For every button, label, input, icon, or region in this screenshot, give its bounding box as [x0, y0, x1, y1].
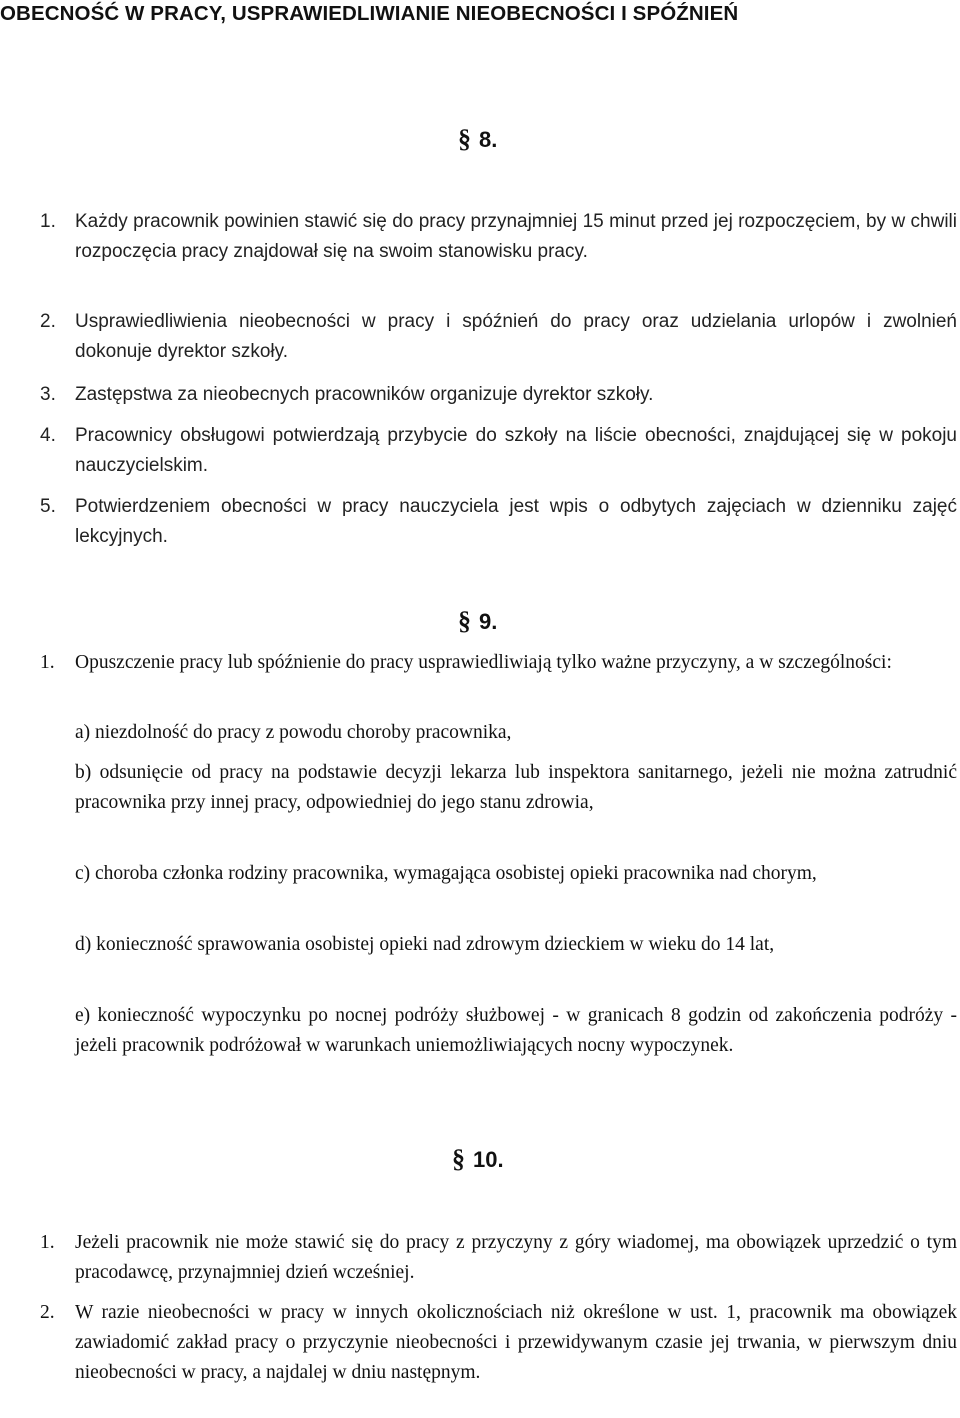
item-text: Jeżeli pracownik nie może stawić się do pracy z przyczyny z góry wiadomej, ma obowiązek uprzedzić o tym pracodawcę, przynajmniej dzień wcześniej.: [75, 1232, 957, 1283]
sub-item-c: c) choroba członka rodziny pracownika, wymagająca osobistej opieki pracownika nad chorym,: [75, 863, 817, 884]
section-heading-9: [458, 606, 497, 636]
section-symbol: §: [452, 1144, 465, 1173]
item-text: Zastępstwa za nieobecnych pracowników organizuje dyrektor szkoły.: [75, 384, 654, 405]
list-item: [0, 207, 960, 297]
list-item: [0, 307, 960, 367]
item-number: 1.: [40, 211, 56, 232]
list-item: [0, 421, 960, 481]
section-number: 8.: [479, 127, 498, 152]
section-heading-8: [458, 124, 497, 154]
list-item: [0, 1228, 960, 1288]
list-item: [0, 380, 960, 410]
sub-item-d: d) konieczność sprawowania osobistej opieki nad zdrowym dzieckiem w wieku do 14 lat,: [75, 934, 775, 955]
list-item: [0, 648, 960, 708]
section-symbol: §: [458, 124, 471, 153]
item-number: 4.: [40, 425, 56, 446]
list-item: [0, 1298, 960, 1418]
item-text: W razie nieobecności w pracy w innych okolicznościach niż określone w ust. 1, pracownik ma obowiązek zawiadomić zakład pracy o przyczynie nieobecności i przewidywanym czasie jej trwania, w pierwszym dniu nieobecności w pracy, a najdalej w dniu następnym.: [75, 1302, 957, 1383]
item-text: Usprawiedliwienia nieobecności w pracy i spóźnień do pracy oraz udzielania urlopów i zwolnień dokonuje dyrektor szkoły.: [75, 311, 957, 362]
item-number: 1.: [40, 1232, 55, 1253]
section-number: 10.: [473, 1147, 504, 1172]
sub-item-e: e) konieczność wypoczynku po nocnej podróży służbowej - w granicach 8 godzin od zakończenia podróży - jeżeli pracownik podróżował w warunkach uniemożliwiających nocny wypoczynek.: [75, 1005, 957, 1056]
item-text: Pracownicy obsługowi potwierdzają przybycie do szkoły na liście obecności, znajdującej się w pokoju nauczycielskim.: [75, 425, 957, 476]
item-text: Każdy pracownik powinien stawić się do pracy przynajmniej 15 minut przed jej rozpoczęciem, by w chwili rozpoczęcia pracy znajdował się na swoim stanowisku pracy.: [75, 211, 957, 262]
item-number: 2.: [40, 1302, 55, 1323]
list-item: [0, 492, 960, 552]
section-number: 9.: [479, 609, 498, 634]
item-number: 5.: [40, 496, 56, 517]
item-text: Potwierdzeniem obecności w pracy nauczyciela jest wpis o odbytych zajęciach w dzienniku zajęć lekcyjnych.: [75, 496, 957, 547]
sub-item-a: a) niezdolność do pracy z powodu choroby pracownika,: [75, 722, 512, 743]
section-symbol: §: [458, 606, 471, 635]
item-text: Opuszczenie pracy lub spóźnienie do pracy usprawiedliwiają tylko ważne przyczyny, a w szczególności:: [75, 652, 892, 673]
item-number: 2.: [40, 311, 56, 332]
item-number: 1.: [40, 652, 55, 673]
section-heading-10: [452, 1144, 504, 1174]
sub-item-b: b) odsunięcie od pracy na podstawie decyzji lekarza lub inspektora sanitarnego, jeżeli nie można zatrudnić pracownika przy innej pracy, odpowiedniej do jego stanu zdrowia,: [75, 762, 957, 813]
document-title: OBECNOŚĆ W PRACY, USPRAWIEDLIWIANIE NIEOBECNOŚCI I SPÓŹNIEŃ: [0, 2, 739, 25]
item-number: 3.: [40, 384, 56, 405]
